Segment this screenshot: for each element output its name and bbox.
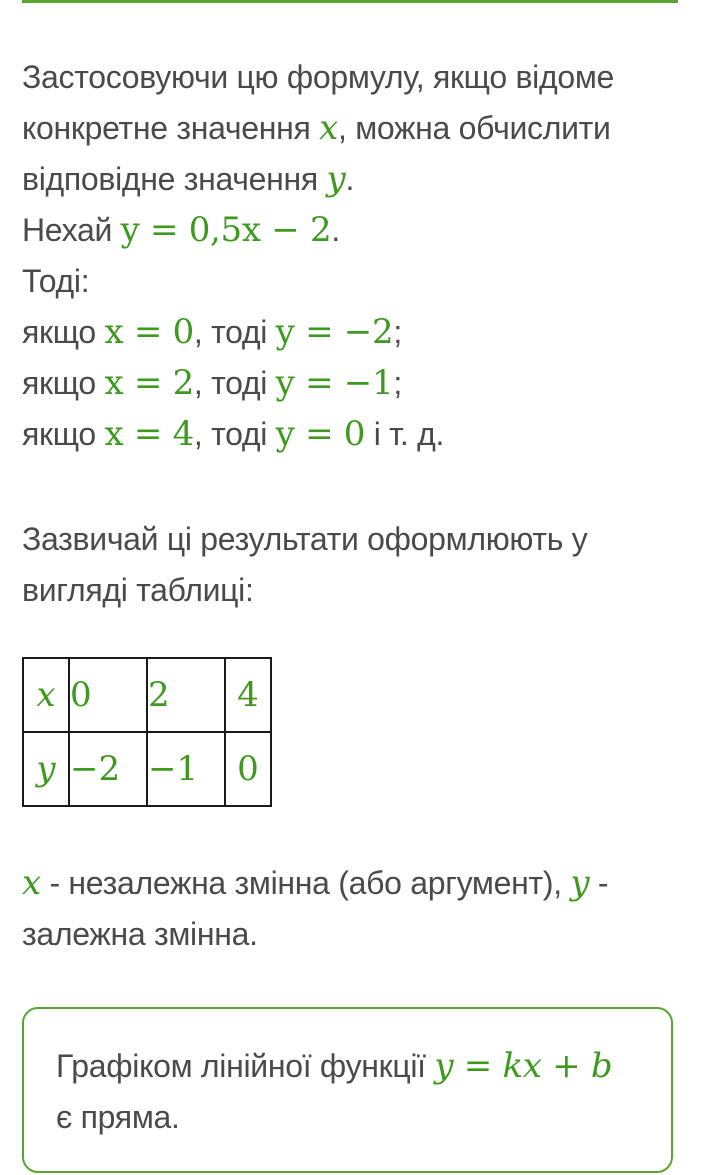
case-x: x = 0 <box>104 312 194 352</box>
formula-explanation <box>22 52 682 460</box>
case-x: x = 4 <box>104 414 194 454</box>
rule-text <box>56 1041 656 1143</box>
rule-line-2: є пряма. <box>56 1099 180 1135</box>
values-table <box>22 657 272 807</box>
let-line: Нехай y = 0,5x − 2. <box>22 210 340 250</box>
table-row-x <box>23 658 271 732</box>
y-value-cell: −1 <box>147 732 225 806</box>
math-x: x <box>22 863 41 903</box>
y-header-cell: y <box>23 732 69 806</box>
general-linear-formula: y = kx + b <box>434 1046 613 1086</box>
math-y: y <box>570 863 590 903</box>
table-intro-line-2: вигляді таблиці: <box>22 572 254 608</box>
intro-line-3: відповідне значення y. <box>22 159 355 199</box>
variables-line-1: x - незалежна змінна (або аргумент), y - <box>22 863 609 903</box>
math-x: x <box>319 108 339 148</box>
table-intro <box>22 514 682 616</box>
x-value-cell: 2 <box>147 658 225 732</box>
rule-line-1: Графіком лінійної функції y = kx + b <box>56 1046 613 1086</box>
section-divider <box>22 0 678 3</box>
variables-line-2: залежна змінна. <box>22 916 258 952</box>
y-value-cell: 0 <box>225 732 271 806</box>
case-x: x = 2 <box>104 363 194 403</box>
table-intro-line-1: Зазвичай ці результати оформлюють у <box>22 521 588 557</box>
x-header-cell: x <box>23 658 69 732</box>
case-line: якщо x = 2, тоді y = −1; <box>22 363 402 403</box>
table-row-y <box>23 732 271 806</box>
y-value-cell: −2 <box>69 732 147 806</box>
case-y: y = −2 <box>275 312 394 352</box>
x-value-cell: 4 <box>225 658 271 732</box>
case-y: y = 0 <box>275 414 366 454</box>
intro-line-2: конкретне значення x, можна обчислити <box>22 108 611 148</box>
case-y: y = −1 <box>275 363 394 403</box>
case-line: якщо x = 0, тоді y = −2; <box>22 312 402 352</box>
then-label: Тоді: <box>22 263 90 299</box>
rule-callout <box>22 1007 673 1173</box>
variables-description <box>22 858 682 960</box>
math-y: y <box>326 159 346 199</box>
case-line: якщо x = 4, тоді y = 0 і т. д. <box>22 414 445 454</box>
linear-formula: y = 0,5x − 2 <box>120 210 332 250</box>
x-value-cell: 0 <box>69 658 147 732</box>
intro-line-1: Застосовуючи цю формулу, якщо відоме <box>22 59 615 95</box>
